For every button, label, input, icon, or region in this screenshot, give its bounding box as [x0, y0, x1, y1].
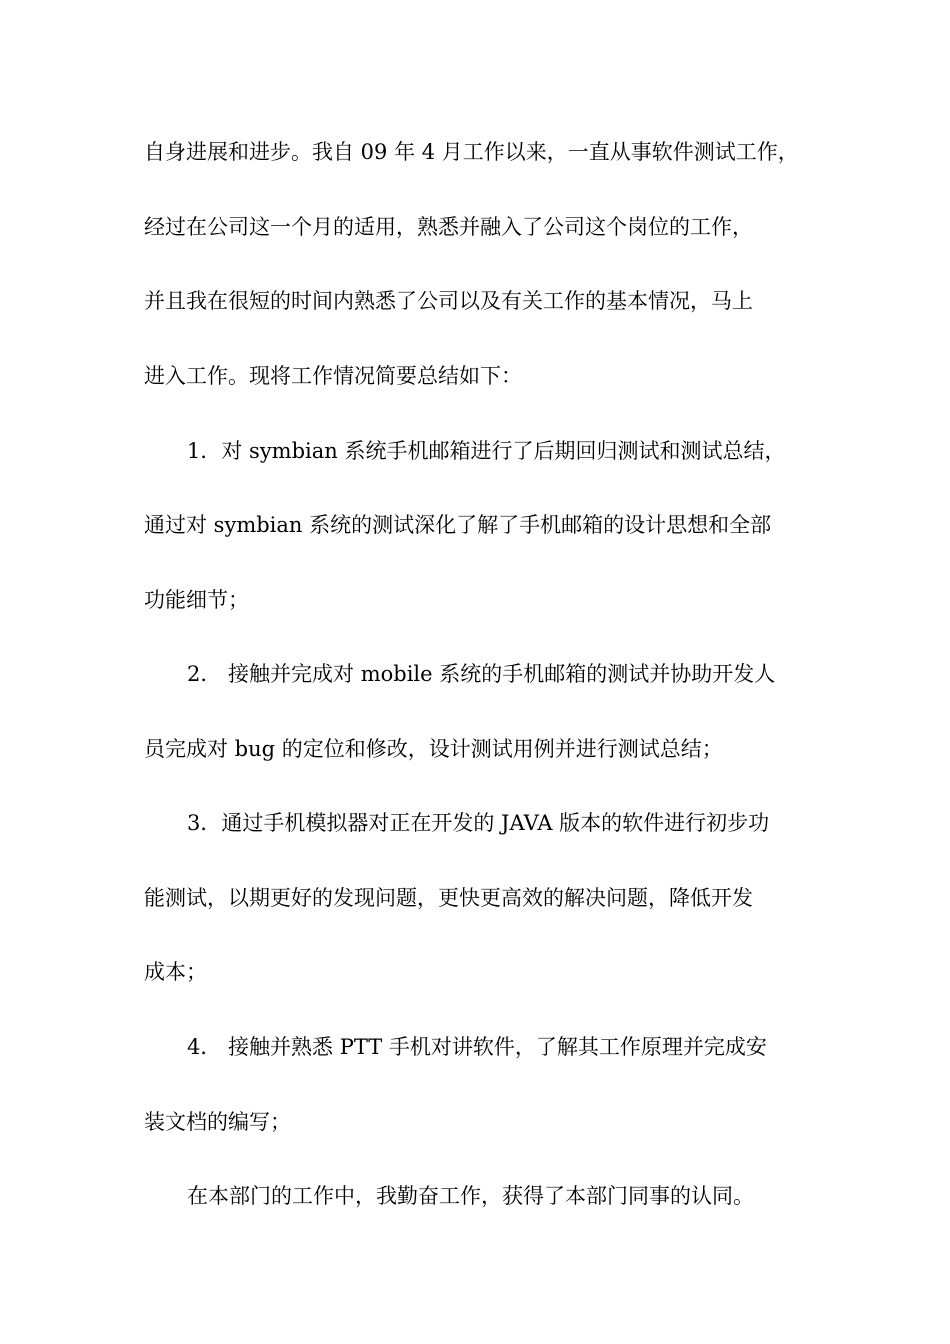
list-item-4-line: 4． 接触并熟悉 PTT 手机对讲软件，了解其工作原理并完成安 [187, 1035, 767, 1059]
paragraph-line: 自身进展和进步。我自 09 年 4 月工作以来，一直从事软件测试工作， [144, 140, 799, 164]
paragraph-line: 经过在公司这一个月的适用，熟悉并融入了公司这个岗位的工作， [144, 215, 753, 239]
paragraph-line: 并且我在很短的时间内熟悉了公司以及有关工作的基本情况，马上 [144, 289, 753, 313]
list-item-3-line: 能测试，以期更好的发现问题，更快更高效的解决问题，降低开发 [144, 886, 753, 910]
list-item-3-line: 成本； [144, 960, 207, 984]
list-item-3-line: 3．通过手机模拟器对正在开发的 JAVA 版本的软件进行初步功 [187, 811, 770, 835]
list-item-2-line: 2． 接触并完成对 mobile 系统的手机邮箱的测试并协助开发人 [187, 662, 776, 686]
list-item-1-line: 功能细节； [144, 588, 249, 612]
paragraph-line: 进入工作。现将工作情况简要总结如下： [144, 364, 522, 388]
list-item-1-line: 1．对 symbian 系统手机邮箱进行了后期回归测试和测试总结， [187, 439, 786, 463]
list-item-1-line: 通过对 symbian 系统的测试深化了解了手机邮箱的设计思想和全部 [144, 513, 772, 537]
list-item-2-line: 员完成对 bug 的定位和修改，设计测试用例并进行测试总结； [144, 737, 723, 761]
list-item-4-line: 装文档的编写； [144, 1110, 291, 1134]
closing-paragraph-line: 在本部门的工作中，我勤奋工作，获得了本部门同事的认同。 [187, 1184, 754, 1208]
